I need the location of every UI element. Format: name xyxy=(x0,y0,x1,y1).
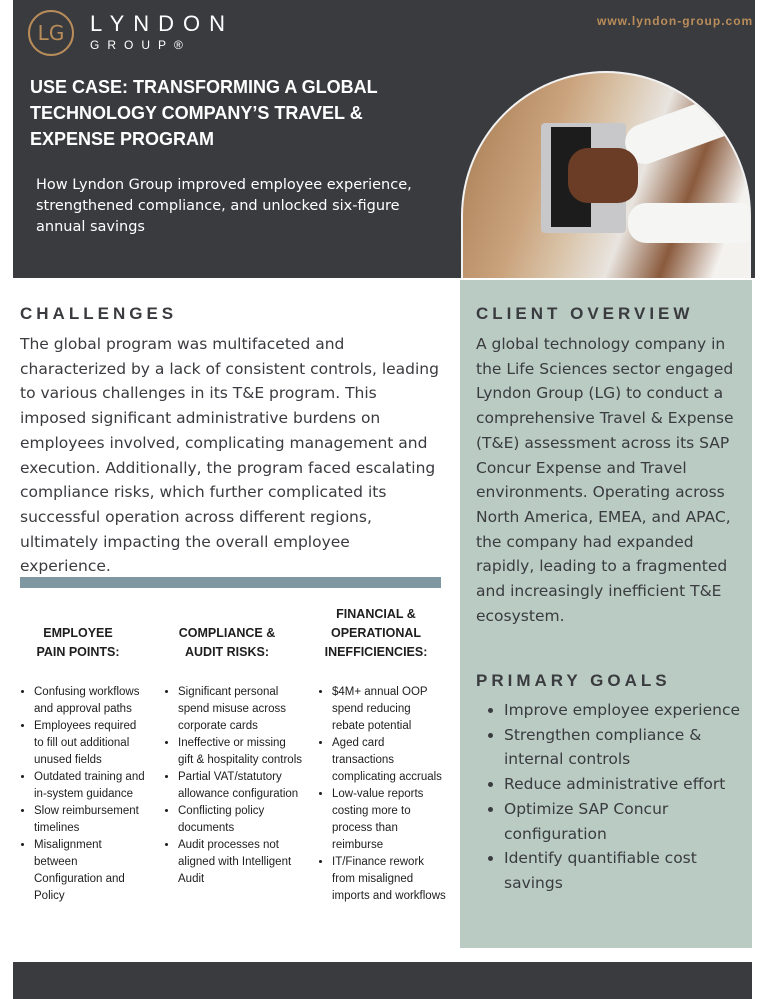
column-heading: FINANCIAL & OPERATIONAL INEFFICIENCIES: xyxy=(324,607,428,659)
goal-item: • Strengthen compliance & internal controls xyxy=(504,723,746,772)
column-financial-inefficiencies xyxy=(306,605,446,905)
sleeve-shape xyxy=(628,203,751,243)
hands-shape xyxy=(568,148,638,203)
page-title: USE CASE: TRANSFORMING A GLOBAL TECHNOLOGY COMPANY’S TRAVEL & EXPENSE PROGRAM xyxy=(30,77,378,149)
challenges-heading: CHALLENGES xyxy=(20,304,178,323)
brand-sub: GROUP® xyxy=(90,38,191,52)
challenges-body: The global program was multifaceted and characterized by a lack of consistent controls, leading to various challenges in its T&E program. This imposed significant administrative burdens on employees involved, complicating management and execution. Additionally, the program faced escalating compliance risks, which further complicated its successful operation across different regions, ultimately impacting the overall employee experience. xyxy=(20,335,439,576)
logo-monogram: LG xyxy=(37,21,65,45)
list-item: • Slow reimbursement timelines xyxy=(34,803,148,837)
primary-goals-list xyxy=(476,698,746,896)
column-heading: COMPLIANCE & AUDIT RISKS: xyxy=(178,626,276,659)
list-item: • $4M+ annual OOP spend reducing rebate potential xyxy=(332,684,446,735)
list-item: • Significant personal spend misuse across corporate cards xyxy=(178,684,302,735)
client-overview-body: A global technology company in the Life Sciences sector engaged Lyndon Group (LG) to conduct a comprehensive Travel & Expense (T&E) assessment across its SAP Concur Expense and Travel environments. Operating across North America, EMEA, and APAC, the company had expanded rapidly, leading to a fragmented and increasingly inefficient T&E ecosystem. xyxy=(476,335,734,625)
column-employee-pain-points xyxy=(8,605,148,905)
column-heading: EMPLOYEE PAIN POINTS: xyxy=(36,626,120,659)
list-item: • Misalignment between Configuration and Policy xyxy=(34,837,148,905)
goal-item: • Improve employee experience xyxy=(504,698,746,723)
client-overview-heading: CLIENT OVERVIEW xyxy=(476,304,694,323)
brand-name: LYNDON xyxy=(90,11,235,36)
goal-item: • Optimize SAP Concur configuration xyxy=(504,797,746,846)
list-item: • Partial VAT/statutory allowance configuration xyxy=(178,769,302,803)
list-item: • Ineffective or missing gift & hospitality controls xyxy=(178,735,302,769)
list-item: • Outdated training and in-system guidance xyxy=(34,769,148,803)
sleeve-shape xyxy=(620,87,751,169)
list-item: • Aged card transactions complicating accruals xyxy=(332,735,446,786)
list-item: • Conflicting policy documents xyxy=(178,803,302,837)
primary-goals-heading: PRIMARY GOALS xyxy=(476,671,671,690)
list-item: • Employees required to fill out additional unused fields xyxy=(34,718,148,769)
list-item: • Audit processes not aligned with Intelligent Audit xyxy=(178,837,302,888)
divider-bar xyxy=(20,577,441,588)
lyndon-logo-icon xyxy=(28,10,74,56)
list-item: • Low-value reports costing more to process than reimburse xyxy=(332,786,446,854)
list-item: • Confusing workflows and approval paths xyxy=(34,684,148,718)
column-compliance-audit-risks xyxy=(152,605,302,888)
goal-item: • Identify quantifiable cost savings xyxy=(504,846,746,895)
list-item: • IT/Finance rework from misaligned imports and workflows xyxy=(332,854,446,905)
website-link[interactable]: www.lyndon-group.com xyxy=(597,14,754,28)
page-subtitle: How Lyndon Group improved employee experience, strengthened compliance, and unlocked six-figure annual savings xyxy=(36,177,412,235)
goal-item: • Reduce administrative effort xyxy=(504,772,746,797)
footer-bar xyxy=(13,962,752,999)
